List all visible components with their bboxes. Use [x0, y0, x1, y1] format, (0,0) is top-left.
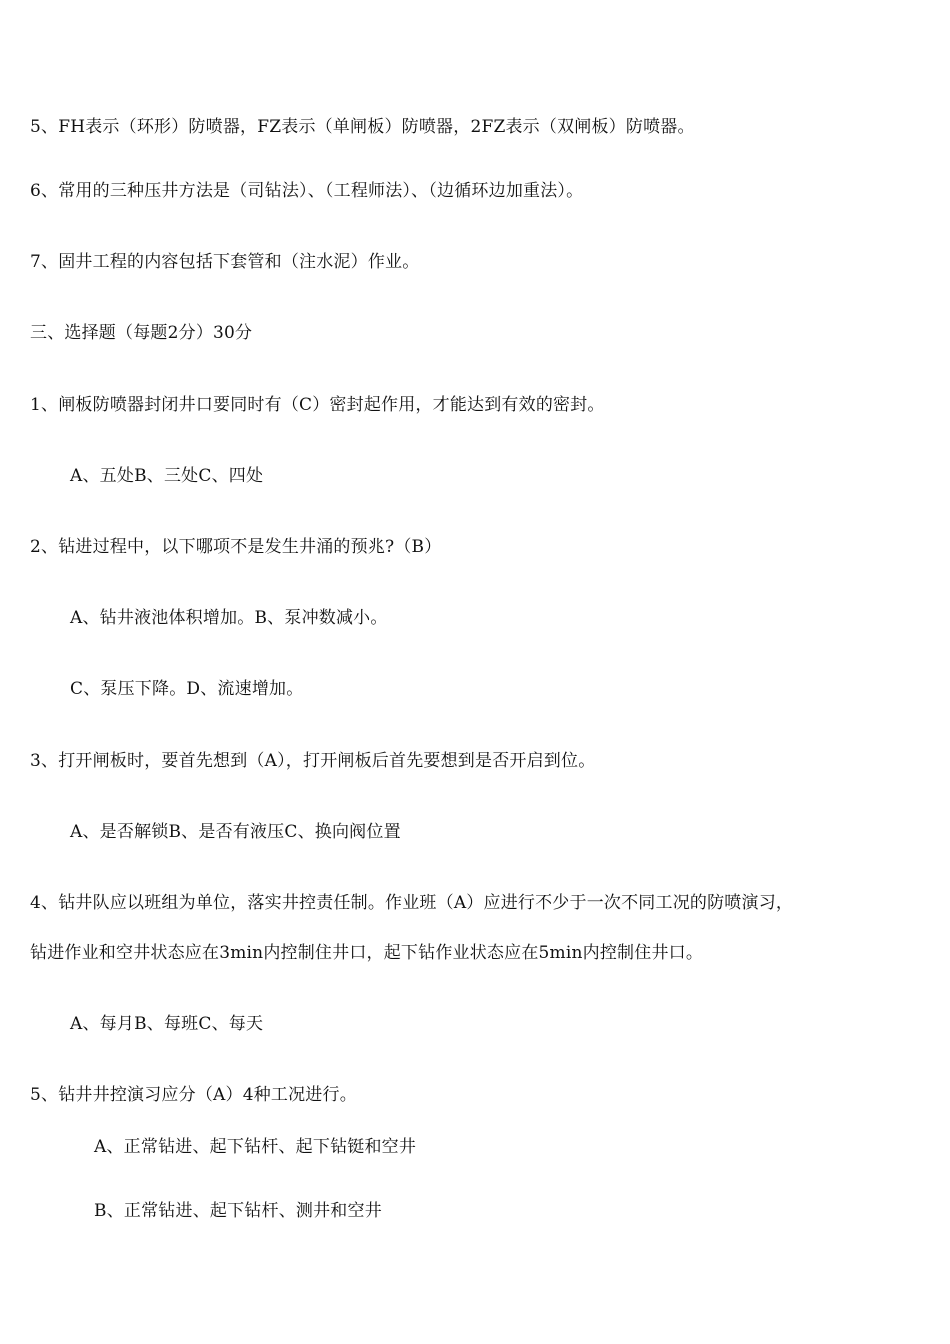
- question-3-options: A、是否解锁B、是否有液压C、换向阀位置: [70, 822, 401, 842]
- question-4-stem-line-1: 4、钻井队应以班组为单位，落实井控责任制。作业班（A）应进行不少于一次不同工况的防喷演习，: [30, 893, 794, 913]
- question-2-options-1: A、钻井液池体积增加。B、泵冲数减小。: [70, 608, 388, 628]
- question-2-stem: 2、钻进过程中，以下哪项不是发生井涌的预兆?（B）: [30, 537, 442, 557]
- question-5-stem: 5、钻井井控演习应分（A）4种工况进行。: [30, 1085, 357, 1105]
- question-1-options: A、五处B、三处C、四处: [70, 466, 264, 486]
- question-5-option-a: A、正常钻进、起下钻杆、起下钻铤和空井: [94, 1137, 417, 1157]
- section-title: 三、选择题（每题2分）30分: [30, 323, 253, 343]
- question-5-option-b: B、正常钻进、起下钻杆、测井和空井: [94, 1201, 382, 1221]
- question-2-options-2: C、泵压下降。D、流速增加。: [70, 679, 304, 699]
- question-3-stem: 3、打开闸板时，要首先想到（A），打开闸板后首先要想到是否开启到位。: [30, 751, 596, 771]
- fill-in-item-5: 5、FH表示（环形）防喷器，FZ表示（单闸板）防喷器，2FZ表示（双闸板）防喷器。: [30, 117, 695, 137]
- question-4-stem-line-2: 钻进作业和空井状态应在3min内控制住井口，起下钻作业状态应在5min内控制住井口。: [30, 943, 704, 963]
- question-4-options: A、每月B、每班C、每天: [70, 1014, 264, 1034]
- question-1-stem: 1、闸板防喷器封闭井口要同时有（C）密封起作用，才能达到有效的密封。: [30, 395, 605, 415]
- fill-in-item-7: 7、固井工程的内容包括下套管和（注水泥）作业。: [30, 252, 420, 272]
- fill-in-item-6: 6、常用的三种压井方法是（司钻法）、（工程师法）、（边循环边加重法）。: [30, 181, 584, 201]
